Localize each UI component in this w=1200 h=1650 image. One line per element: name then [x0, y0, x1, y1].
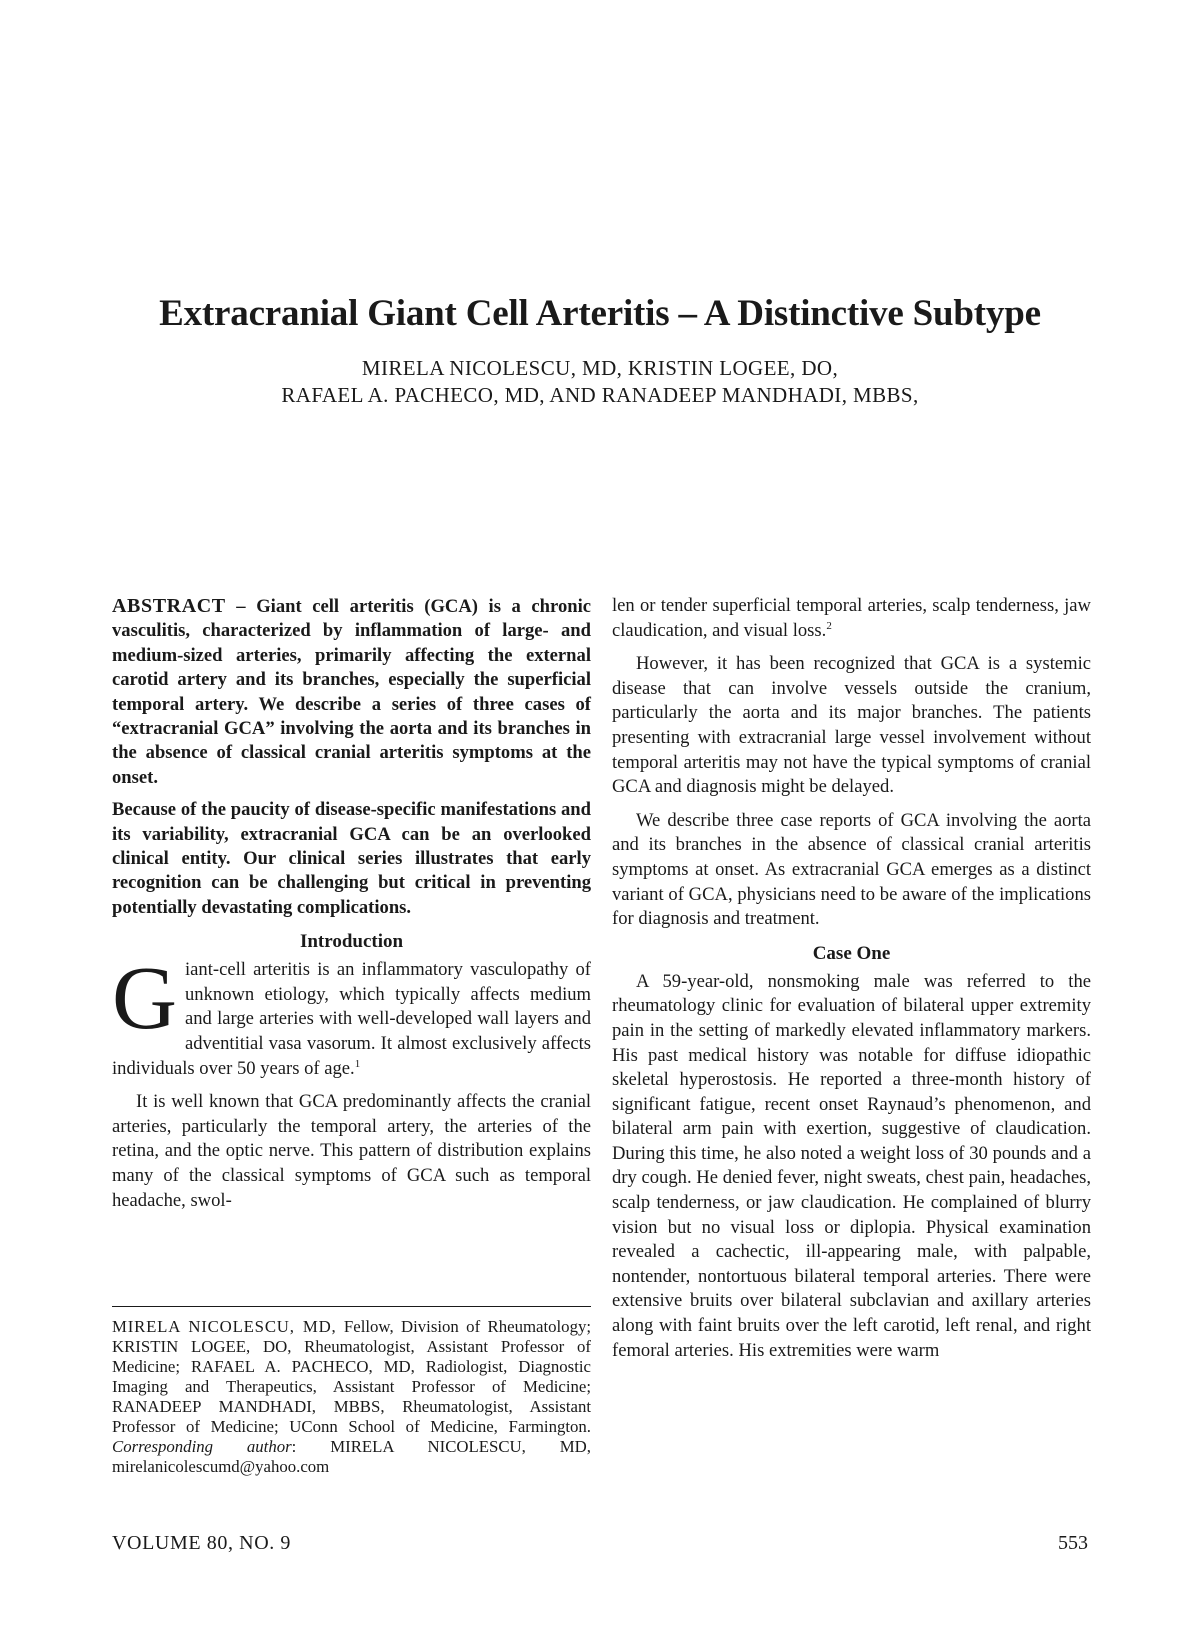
- right-paragraph-1: [612, 594, 1091, 643]
- abstract-paragraph-2: Because of the paucity of disease-specific manifestations and its variability, extracranial GCA can be an overlooked clinical entity. Our clinical series illustrates that early recognition can be challenging but critical in preventing potentially devastating complications.: [112, 799, 591, 918]
- abstract-dash: –: [225, 596, 257, 617]
- footnote-text-1: Fellow, Division of Rheumatology; KRISTIN LOGEE, DO, Rheumatologist, Assistant Professor of Medicine; RAFAEL A. PACHECO, MD, Radiologist, Diagnostic Imaging and Therapeutics, Assistant Professor of Medicine; RANADEEP MANDHADI, MBBS, Rheumatologist, Assistant Professor of Medicine; UConn School of Medicine, Farmington.: [112, 1317, 592, 1436]
- right-text-1: len or tender superficial temporal arteries, scalp tenderness, jaw claudication, and visual loss.: [612, 595, 1091, 641]
- reference-1: 1: [354, 1057, 361, 1070]
- corresponding-author-label: Corresponding author: [112, 1437, 292, 1456]
- reference-2: 2: [826, 619, 832, 632]
- page-number: 553: [1058, 1532, 1088, 1554]
- right-column: [612, 594, 1091, 1363]
- introduction-text-1: iant-cell arteritis is an inflammatory vasculopathy of unknown etiology, which typically affects medium and large arteries with well-developed wall layers and adventitial vasa vasorum. It almost exclusively affects individuals over 50 years of age.: [112, 959, 591, 1079]
- footnote-text-2: : MIRELA NICOLESCU, MD, mirelanicolescumd@yahoo.com: [112, 1437, 591, 1476]
- introduction-paragraph-2: It is well known that GCA predominantly affects the cranial arteries, particularly the temporal artery, the arteries of the retina, and the optic nerve. This pattern of distribution explains many of the classical symptoms of GCA such as temporal headache, swol-: [112, 1091, 591, 1211]
- author-line-2: RAFAEL A. PACHECO, MD, AND RANADEEP MANDHADI, MBBS,: [281, 383, 919, 407]
- author-list: [0, 355, 1200, 409]
- abstract-label: ABSTRACT: [112, 595, 226, 617]
- footnote-first-author: MIRELA NICOLESCU, MD,: [112, 1317, 337, 1336]
- abstract-paragraph-1: [112, 594, 591, 790]
- introduction-paragraph-1: [112, 949, 591, 1081]
- abstract: [112, 594, 591, 920]
- right-paragraph-3: We describe three case reports of GCA involving the aorta and its branches in the absence of classical cranial arteritis symptoms at onset. As extracranial GCA emerges as a distinct variant of GCA, physicians need to be aware of the implications for diagnosis and treatment.: [612, 809, 1091, 930]
- author-line-1: MIRELA NICOLESCU, MD, KRISTIN LOGEE, DO,: [361, 356, 839, 380]
- right-paragraph-2: However, it has been recognized that GCA is a systemic disease that can involve vessels outside the cranium, particularly the aorta and its major branches. The patients presenting with extracranial large vessel involvement without temporal arteritis may not have the typical symptoms of cranial GCA and diagnosis might be delayed.: [612, 653, 1091, 798]
- left-column: [112, 594, 591, 1213]
- author-affiliations-footnote: [112, 1306, 591, 1477]
- introduction-heading: Introduction: [299, 931, 404, 953]
- case-one-paragraph-1: A 59-year-old, nonsmoking male was referred to the rheumatology clinic for evaluation of bilateral upper extremity pain in the setting of markedly elevated inflammatory markers. His past medical history was notable for diffuse idiopathic skeletal hyperostosis. He reported a three-month history of significant fatigue, recent onset Raynaud’s phenomenon, and bilateral arm pain with exertion, suggestive of claudication. During this time, he also noted a weight loss of 30 pounds and a dry cough. He denied fever, night sweats, chest pain, headaches, scalp tenderness, or jaw claudication. He complained of blurry vision but no visual loss or diplopia. Physical examination revealed a cachectic, ill-appearing male, with palpable, nontender, nontortuous bilateral temporal arteries. There were extensive bruits over bilateral subclavian and axillary arteries along with faint bruits over the left carotid, left renal, and right femoral arteries. His extremities were warm: [612, 970, 1091, 1361]
- article-title: Extracranial Giant Cell Arteritis – A Distinctive Subtype: [159, 293, 1041, 334]
- drop-cap: G: [112, 949, 177, 1049]
- abstract-text-1: Giant cell arteritis (GCA) is a chronic vasculitis, characterized by inflammation of large- and medium-sized arteries, primarily affecting the external carotid artery and its branches, especially the superficial temporal artery. We describe a series of three cases of “extracranial GCA” involving the aorta and its branches in the absence of classical cranial arteritis symptoms at the onset.: [112, 596, 592, 788]
- journal-volume: VOLUME 80, NO. 9: [112, 1532, 292, 1554]
- case-one-heading: Case One: [812, 942, 891, 964]
